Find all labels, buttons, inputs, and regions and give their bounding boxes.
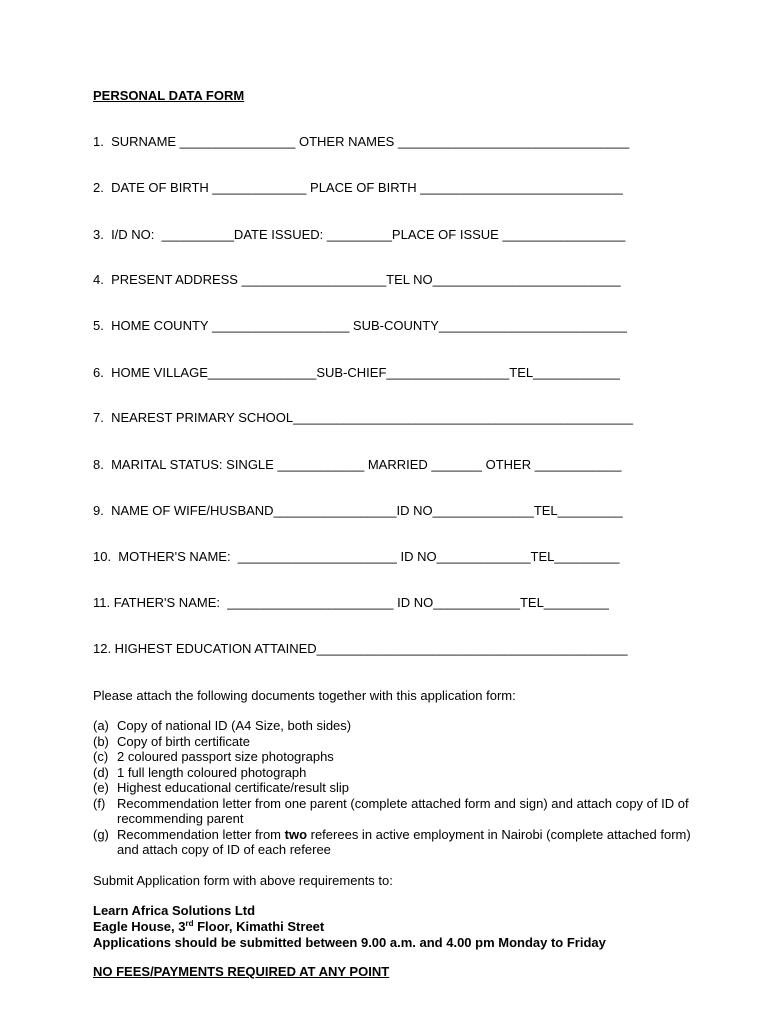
list-item (93, 734, 693, 750)
list-text: 1 full length coloured photograph (117, 764, 307, 780)
list-text-after: referees in active employment in Nairobi (complete attached form) and attach copy of ID of each referee (117, 826, 691, 857)
field-home-village[interactable]: 6. HOME VILLAGE_______________SUB-CHIEF_________________TEL____________ (93, 365, 620, 380)
list-item (93, 780, 693, 796)
list-marker: (e) (93, 780, 109, 795)
list-text: Highest educational certificate/result slip (117, 780, 349, 795)
submission-address (93, 903, 606, 951)
address-after: Floor, Kimathi Street (193, 919, 325, 934)
list-item (93, 827, 693, 858)
submission-hours: Applications should be submitted between 9.00 a.m. and 4.00 pm Monday to Friday (93, 935, 606, 950)
list-text: 2 coloured passport size photographs (117, 749, 334, 764)
list-marker: (b) (93, 733, 109, 749)
list-marker: (a) (93, 718, 109, 733)
form-title: PERSONAL DATA FORM (93, 88, 245, 103)
field-home-county[interactable]: 5. HOME COUNTY ___________________ SUB-COUNTY__________________________ (93, 318, 627, 333)
attachments-list (93, 718, 693, 858)
list-marker: (d) (93, 764, 109, 780)
field-spouse-name[interactable]: 9. NAME OF WIFE/HUSBAND_________________ID NO______________TEL_________ (93, 503, 623, 518)
address-before: Eagle House, 3 (93, 919, 186, 934)
list-text-emphasis: two (284, 826, 308, 842)
field-id-no[interactable]: 3. I/D NO: __________DATE ISSUED: _________PLACE OF ISSUE _________________ (93, 227, 626, 242)
no-fees-notice: NO FEES/PAYMENTS REQUIRED AT ANY POINT (93, 964, 390, 979)
field-father-name[interactable]: 11. FATHER'S NAME: _______________________ ID NO____________TEL_________ (93, 595, 609, 610)
list-text: Copy of national ID (A4 Size, both sides) (117, 718, 352, 733)
list-marker: (c) (93, 749, 109, 764)
list-text-before: Recommendation letter from (117, 826, 285, 842)
list-marker: (f) (93, 795, 106, 811)
list-item (93, 796, 693, 827)
field-marital-status[interactable]: 8. MARITAL STATUS: SINGLE ____________ MARRIED _______ OTHER ____________ (93, 457, 622, 472)
field-surname[interactable]: 1. SURNAME ________________ OTHER NAMES ________________________________ (93, 134, 630, 149)
field-highest-education[interactable]: 12. HIGHEST EDUCATION ATTAINED___________________________________________ (93, 641, 628, 656)
list-marker: (g) (93, 826, 109, 842)
submission-intro: Submit Application form with above requirements to: (93, 873, 393, 888)
list-item (93, 718, 693, 734)
field-date-of-birth[interactable]: 2. DATE OF BIRTH _____________ PLACE OF BIRTH ____________________________ (93, 180, 623, 195)
field-mother-name[interactable]: 10. MOTHER'S NAME: ______________________ ID NO_____________TEL_________ (93, 549, 620, 564)
field-nearest-primary-school[interactable]: 7. NEAREST PRIMARY SCHOOL_______________________________________________ (93, 410, 633, 425)
list-text (117, 827, 693, 858)
list-item (93, 765, 693, 781)
company-address (93, 919, 606, 935)
field-present-address[interactable]: 4. PRESENT ADDRESS ____________________TEL NO__________________________ (93, 272, 621, 287)
list-item (93, 749, 693, 765)
attachments-intro: Please attach the following documents together with this application form: (93, 688, 516, 703)
list-text: Copy of birth certificate (117, 733, 250, 749)
address-ordinal: rd (185, 919, 194, 928)
company-name: Learn Africa Solutions Ltd (93, 903, 256, 918)
list-text: Recommendation letter from one parent (complete attached form and sign) and attach copy of ID of recommending parent (117, 795, 689, 826)
